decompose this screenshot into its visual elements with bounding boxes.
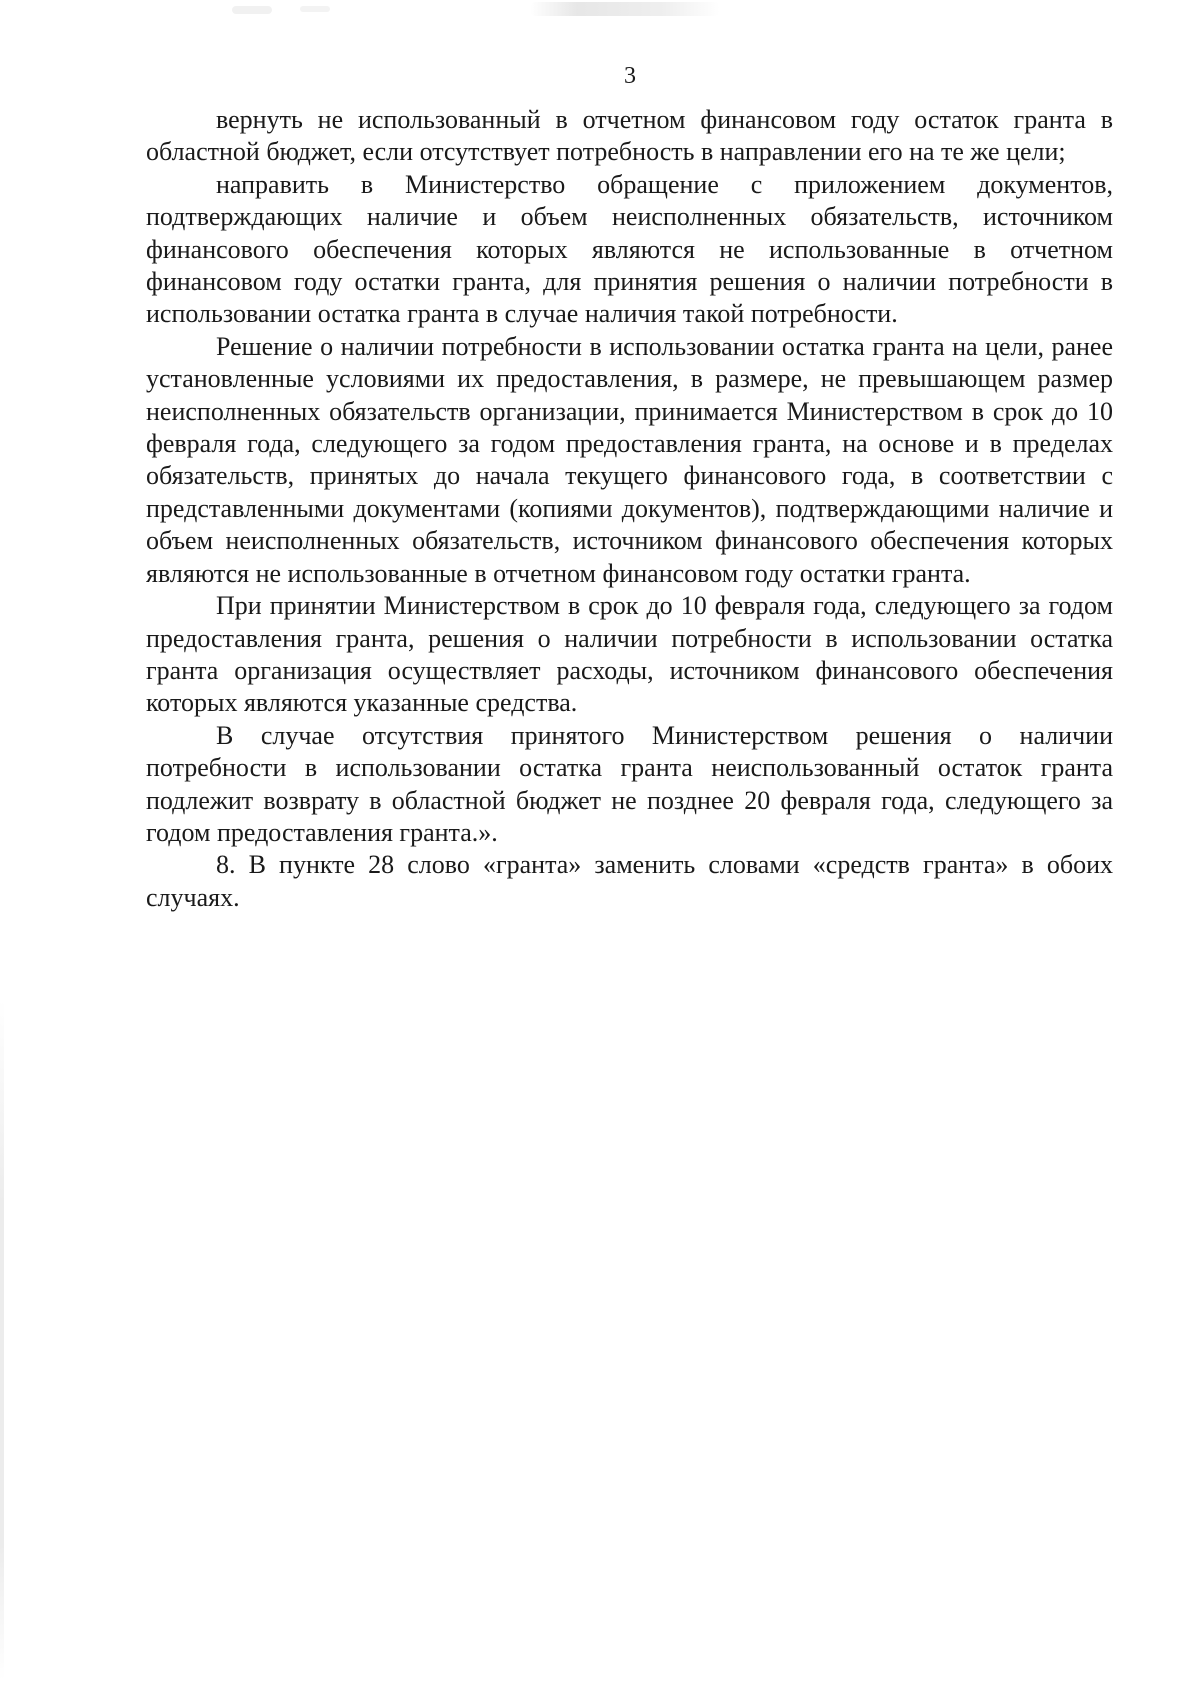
paragraph: Решение о наличии потребности в использовании остатка гранта на цели, ранее установленные условиями их предоставления, в размере, не превышающем размер неисполненных обязательств организации, принимается Министерством в срок до 10 февраля года, следующего за годом предоставления гранта, на основе и в пределах обязательств, принятых до начала текущего финансового года, в соответствии с представленными документами (копиями документов), подтверждающими наличие и объем неисполненных обязательств, источником финансового обеспечения которых являются не использованные в отчетном финансовом году остатки гранта. [146, 331, 1113, 588]
paragraph: В случае отсутствия принятого Министерством решения о наличии потребности в использовании остатка гранта неиспользованный остаток гранта подлежит возврату в областной бюджет не позднее 20 февраля года, следующего за годом предоставления гранта.». [146, 720, 1113, 847]
scan-artifact [530, 2, 720, 16]
paragraph: 8. В пункте 28 слово «гранта» заменить словами «средств гранта» в обоих случаях. [146, 850, 1113, 912]
scan-artifact [300, 6, 330, 12]
scan-edge [0, 1000, 4, 1680]
scan-artifact [232, 6, 272, 14]
paragraph: направить в Министерство обращение с приложением документов, подтверждающих наличие и объем неисполненных обязательств, источником финансового обеспечения которых являются не использованные в отчетном финансовом году остатки гранта, для принятия решения о наличии потребности в использовании остатка гранта в случае наличия такой потребности. [146, 169, 1113, 329]
paragraph: вернуть не использованный в отчетном финансовом году остаток гранта в областной бюджет, если отсутствует потребность в направлении его на те же цели; [146, 105, 1113, 167]
document-body [146, 104, 1113, 914]
paragraph: При принятии Министерством в срок до 10 февраля года, следующего за годом предоставления гранта, решения о наличии потребности в использовании остатка гранта организация осуществляет расходы, источником финансового обеспечения которых являются указанные средства. [146, 591, 1113, 718]
page-number: 3 [624, 63, 636, 89]
